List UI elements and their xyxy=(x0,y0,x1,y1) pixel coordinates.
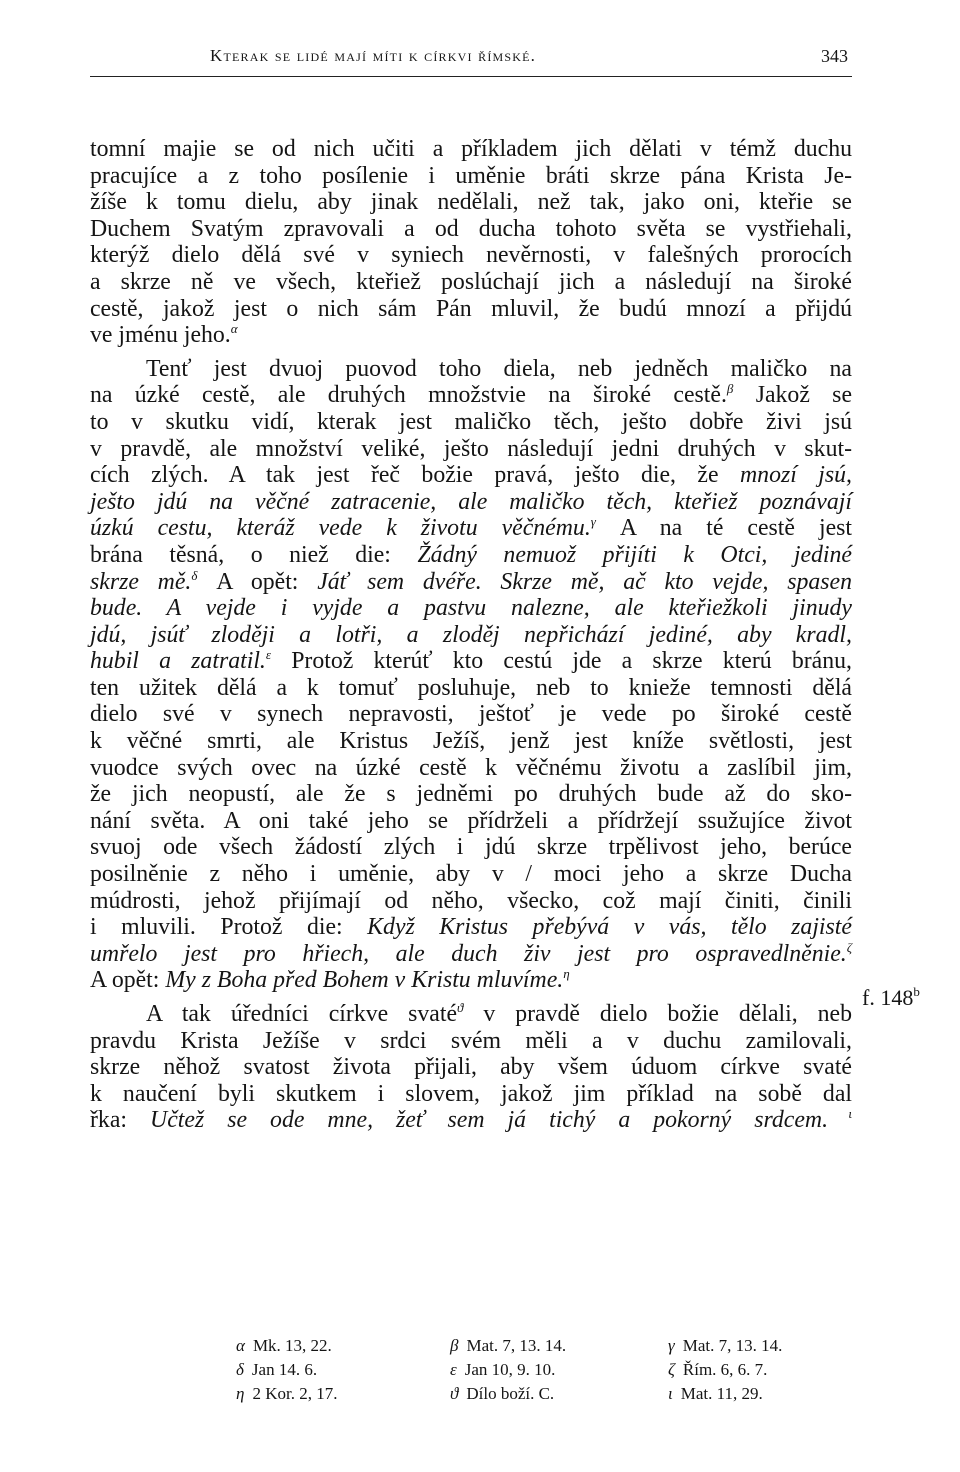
footnote-marker: ε xyxy=(265,647,272,663)
footnote-marker: β xyxy=(726,381,734,397)
text-line: na úzké cestě, ale druhých množstvie na široké cestě.$^\beta$ Jakož se xyxy=(90,381,853,409)
text-line: posilněnie z něho i uměnie, aby v / moci jeho a skrze Ducha xyxy=(90,861,852,888)
footnote: α Mk. 13, 22. xyxy=(236,1336,332,1355)
text-line: k věčné smrti, ale Kristus Ježíš, jenž jest kníže světlosti, jest xyxy=(90,728,852,755)
text-line: A opět: My z Boha před Bohem v Kristu mluvíme.$^\eta$ xyxy=(90,966,570,994)
text-line: skrze něhož svatost života přijali, aby všem úduom církve svaté xyxy=(90,1054,852,1081)
page-number: 343 xyxy=(821,46,848,66)
header-rule xyxy=(90,76,852,77)
footnote: ι Mat. 11, 29. xyxy=(668,1384,763,1403)
running-head xyxy=(90,46,852,72)
footnote: γ Mat. 7, 13. 14. xyxy=(668,1336,783,1355)
footnote: η 2 Kor. 2, 17. xyxy=(236,1384,338,1403)
text-line: ve jménu jeho.$^\alpha$ xyxy=(90,321,238,349)
text-line: vuodce svých ovec na úzké cestě k věčnému životu a zaslíbil jim, xyxy=(90,754,852,781)
text-line: k naučení byli skutkem i slovem, jakož jim příklad na sobě dal xyxy=(90,1080,852,1107)
text-line: pracujíce a z toho posílenie i uměnie bráti skrze pána Krista Je- xyxy=(90,162,852,189)
text-line: nání světa. A oni také jeho se přídrželi a přídržejí ssužujíce život xyxy=(90,807,852,834)
text-line: skrze mě.$^\delta$ A opět: Jáť sem dvéře. Skrze mě, ač kto vejde, spasen xyxy=(90,567,852,595)
text-line: brána těsná, o niež die: Žádný nemuož přijíti k Otci, jediné xyxy=(90,541,852,568)
folio-margin-note: f. 148$^b$ xyxy=(862,984,920,1010)
text-line: cestě, jakož jest o nich sám Pán mluvil, že budú mnozí a přijdú xyxy=(90,295,852,322)
footnote: ε Jan 10, 9. 10. xyxy=(450,1360,556,1379)
footnote: δ Jan 14. 6. xyxy=(236,1360,318,1379)
text-line: dielo své v synech nepravosti, ještoť je vede po široké cestě xyxy=(90,701,852,728)
text-line: hubil a zatratil.$^\varepsilon$ Protož kterúť kto cestú jde a skrze kterú bránu, xyxy=(90,647,852,675)
footnote: β Mat. 7, 13. 14. xyxy=(450,1336,567,1355)
footnote-marker: δ xyxy=(191,567,198,583)
text-line: ten užitek dělá a k tomuť posluhuje, neb to knieže temnosti dělá xyxy=(90,674,852,701)
text-line: múdrosti, jehož přijímají od něho, všecko, což mají činiti, činili xyxy=(90,887,852,914)
text-line: řka: Učtež se ode mne, žeť sem já tichý a pokorný srdcem. $^\iota$ xyxy=(90,1106,852,1134)
footnote: ζ Řím. 6, 6. 7. xyxy=(668,1360,768,1379)
footnotes xyxy=(236,1334,876,1406)
text-line: Duchem Svatým zpravovali a od ducha tohoto světa se vystřiehali, xyxy=(90,215,852,242)
text-line: cích zlých. A tak jest řeč božie pravá, ješto die, že mnozí jsú, xyxy=(90,462,853,489)
text-line: umřelo jest pro hřiech, ale duch živ jest pro ospravedlněnie.$^\zeta$ xyxy=(90,939,852,967)
text-line: A tak úředníci církve svaté$^ϑ$ v pravdě dielo božie dělali, neb xyxy=(146,1000,852,1027)
text-line: svuoj ode všech žádostí zlých i jdú skrze trpělivost jeho, berúce xyxy=(90,834,852,861)
footnote-marker: α xyxy=(230,321,238,337)
text-line: to v skutku vidí, kterak jest maličko těch, ješto dobře živi jsú xyxy=(90,408,852,435)
text-line: tomní majie se od nich učiti a příkladem jich dělati v témž duchu xyxy=(90,136,852,162)
text-line: Tenť jest dvuoj puovod toho diela, neb jedněch maličko na xyxy=(146,355,852,382)
text-line: v pravdě, ale množství veliké, ješto následují jedni druhých v skut- xyxy=(90,435,852,462)
footnote-marker: ζ xyxy=(846,939,852,955)
text-line: jdú, jsúť zloději a lotři, a zloděj nepřichází jediné, aby kradl, xyxy=(90,621,852,648)
text-line: že jich neopustí, ale že s jedněmi po druhých bude až do sko- xyxy=(90,781,852,808)
body-text xyxy=(90,136,852,1134)
running-title: Kterak se lidé mají míti k církvi římské. xyxy=(210,46,537,65)
text-line: ješto jdú na věčné zatracenie, ale maličko těch, kteřiež poznávají xyxy=(90,488,852,515)
footnote-marker: ι xyxy=(828,1106,852,1122)
text-line: úzkú cestu, kteráž vede k životu věčnému.$^\gamma$ A na té cestě jest xyxy=(90,514,852,542)
text-line: pravdu Krista Ježíše v srdci svém měli a v duchu zamilovali, xyxy=(90,1027,852,1054)
text-line: i mluvili. Protož die: Když Kristus přebývá v vás, tělo zajisté xyxy=(90,914,852,941)
footnote-marker: γ xyxy=(590,514,596,530)
footnote-marker: ϑ xyxy=(457,1000,464,1015)
text-line: bude. A vejde i vyjde a pastvu nalezne, ale kteřiežkoli jinudy xyxy=(90,595,852,622)
text-line: žíše k tomu dielu, aby jinak nedělali, než tak, jako oni, kteřie se xyxy=(90,189,852,216)
footnote-marker: η xyxy=(563,966,570,982)
text-line: a skrze ně ve všech, kteřiež poslúchají jich a následují na široké xyxy=(90,268,852,295)
footnote: ϑ Dílo boží. C. xyxy=(450,1384,555,1403)
page xyxy=(90,0,852,1472)
text-line: kterýž dielo dělá své v syniech nevěrnosti, v falešných prorocích xyxy=(90,242,852,269)
